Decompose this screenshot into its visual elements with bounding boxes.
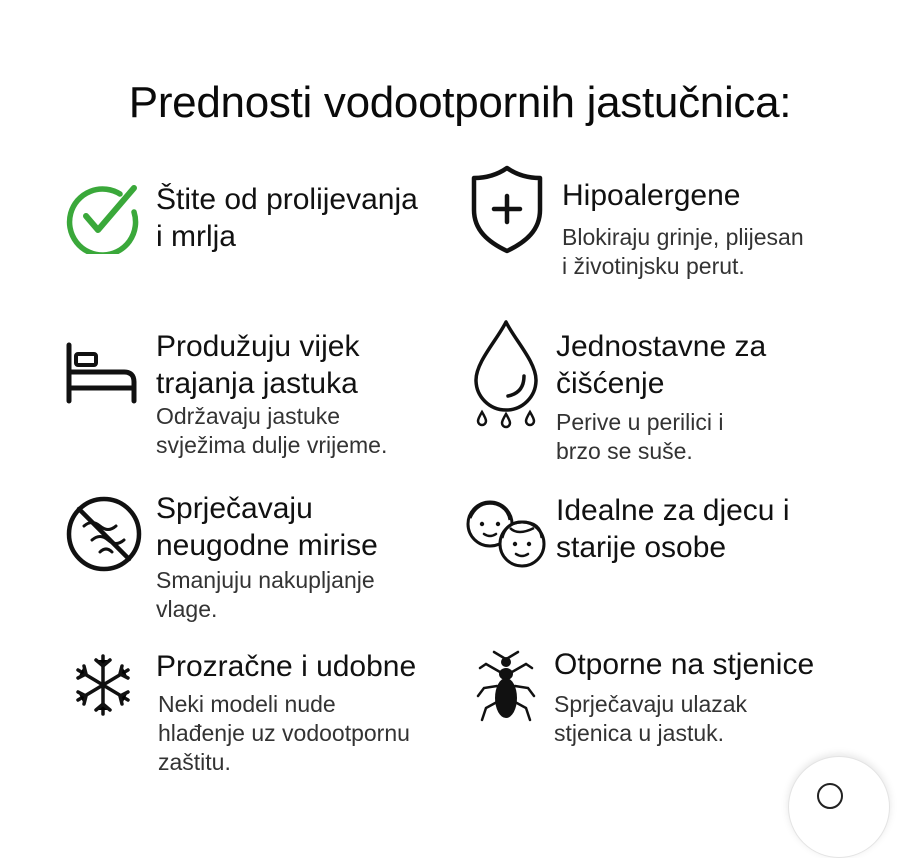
- circle-icon: [817, 783, 843, 809]
- feature-title-bed-bugs: Otporne na stjenice: [554, 648, 815, 681]
- feature-desc-odors: Smanjuju nakupljanje vlage.: [156, 567, 375, 622]
- feature-desc-pillow-life: Održavaju jastuke svježima dulje vrijeme.: [156, 403, 388, 458]
- no-odor-icon: [64, 494, 144, 574]
- feature-desc-hypoallergenic: Blokiraju grinje, plijesan i životinjsku perut.: [562, 224, 804, 279]
- feature-title-pillow-life: Produžuju vijek trajanja jastuka: [156, 330, 360, 400]
- bug-icon: [474, 650, 538, 724]
- check-icon: [64, 178, 140, 254]
- bed-icon: [64, 340, 140, 404]
- feature-desc-bed-bugs: Sprječavaju ulazak stjenica u jastuk.: [554, 691, 748, 746]
- feature-title-kids-elderly: Idealne za djecu i starije osobe: [556, 494, 790, 564]
- feature-title-hypoallergenic: Hipoalergene: [562, 179, 741, 212]
- feature-desc-breathable: Neki modeli nude hlađenje uz vodootpornu zaštitu.: [158, 691, 410, 775]
- floating-action-button[interactable]: [788, 756, 890, 858]
- water-drop-icon: [468, 318, 548, 434]
- shield-plus-icon: [468, 164, 546, 254]
- feature-desc-easy-cleaning: Perive u perilici i brzo se suše.: [556, 409, 724, 464]
- feature-title-easy-cleaning: Jednostavne za čišćenje: [556, 330, 767, 400]
- snowflake-icon: [70, 652, 136, 718]
- feature-title-breathable: Prozračne i udobne: [156, 650, 417, 683]
- feature-title-spills: Štite od prolijevanja i mrlja: [156, 183, 418, 253]
- feature-title-odors: Sprječavaju neugodne mirise: [156, 492, 378, 562]
- page-title: Prednosti vodootpornih jastučnica:: [128, 78, 792, 127]
- family-faces-icon: [460, 494, 550, 574]
